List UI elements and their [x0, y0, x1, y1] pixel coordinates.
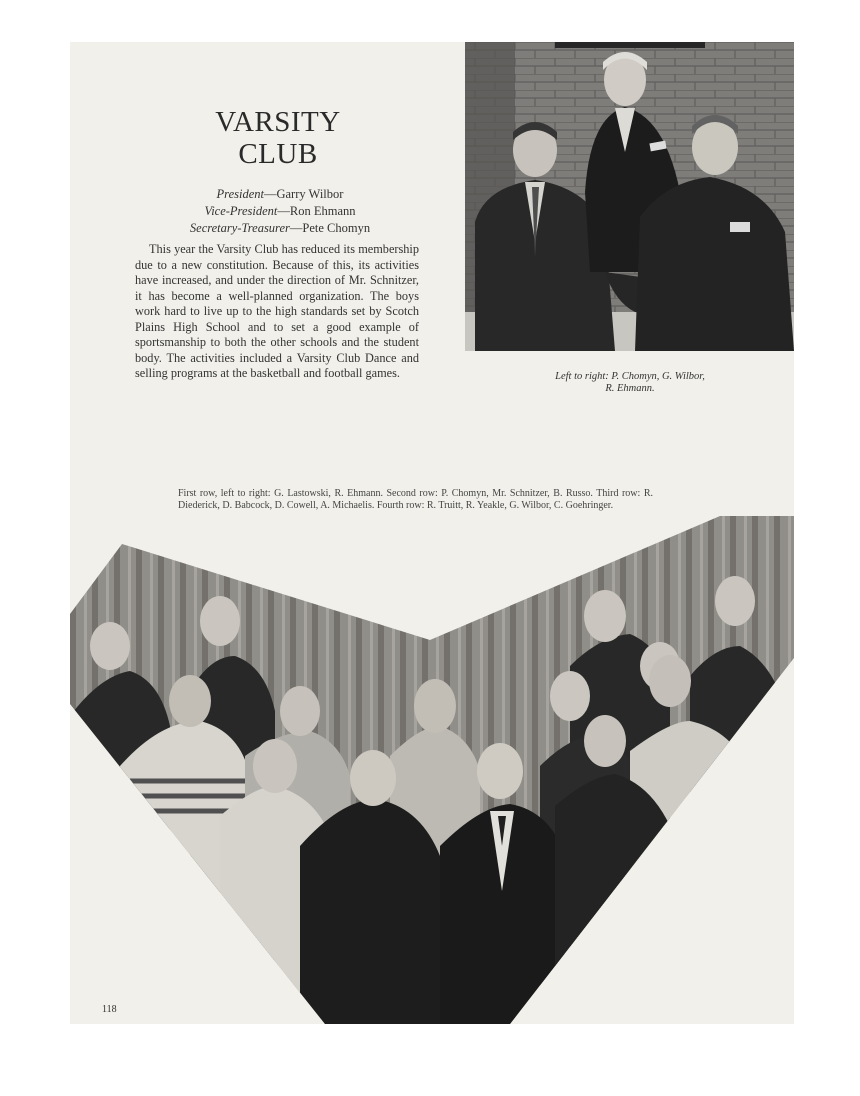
caption-line: Left to right: P. Chomyn, G. Wilbor, [555, 371, 705, 382]
officer-president [132, 186, 428, 203]
page-number: 118 [102, 1004, 117, 1015]
officer-name: Garry Wilbor [276, 187, 344, 201]
group-photo [70, 516, 794, 1024]
officer-name: Ron Ehmann [289, 204, 356, 218]
title-line-club: CLUB [238, 138, 318, 170]
officer-role: President [216, 187, 264, 201]
officer-separator: — [277, 204, 290, 218]
group-photo-caption: First row, left to right: G. Lastowski, R. Ehmann. Second row: P. Chomyn, Mr. Schnitzer, B. Russo. Third row: R. Diederick, D. Babcock, D. Cowell, A. Michaelis. Fourth row: R. Truitt, R. Yeakle, G. Wilbor, C. Goehringer. [178, 488, 653, 511]
group-photo-art [70, 516, 794, 1024]
officers-photo-art [465, 42, 794, 351]
yearbook-page [70, 42, 794, 1024]
title-line-varsity: VARSITY [215, 106, 341, 138]
club-description: This year the Varsity Club has reduced its membership due to a new constitution. Because of this, its activities have increased, and under the direction of Mr. Schnitzer, it has become a well-planned organization. The boys work hard to live up to the high standards set by Scotch Plains High School and to set a good example of sportsmanship to both the other schools and the student body. The activities included a Varsity Club Dance and selling programs at the basketball and football games. [135, 242, 419, 380]
officer-role: Vice-President [204, 204, 278, 218]
officer-separator: — [263, 187, 277, 201]
officer-vice-president [132, 203, 428, 220]
page-title [180, 106, 376, 170]
officers-photo-caption [500, 371, 760, 395]
officer-name: Pete Chomyn [302, 221, 371, 235]
caption-line: R. Ehmann. [605, 383, 655, 394]
officer-role: Secretary-Treasurer [189, 221, 290, 235]
officer-separator: — [289, 221, 303, 235]
officers-photo [465, 42, 794, 351]
officer-list [132, 186, 428, 237]
officer-secretary-treasurer [132, 220, 428, 237]
